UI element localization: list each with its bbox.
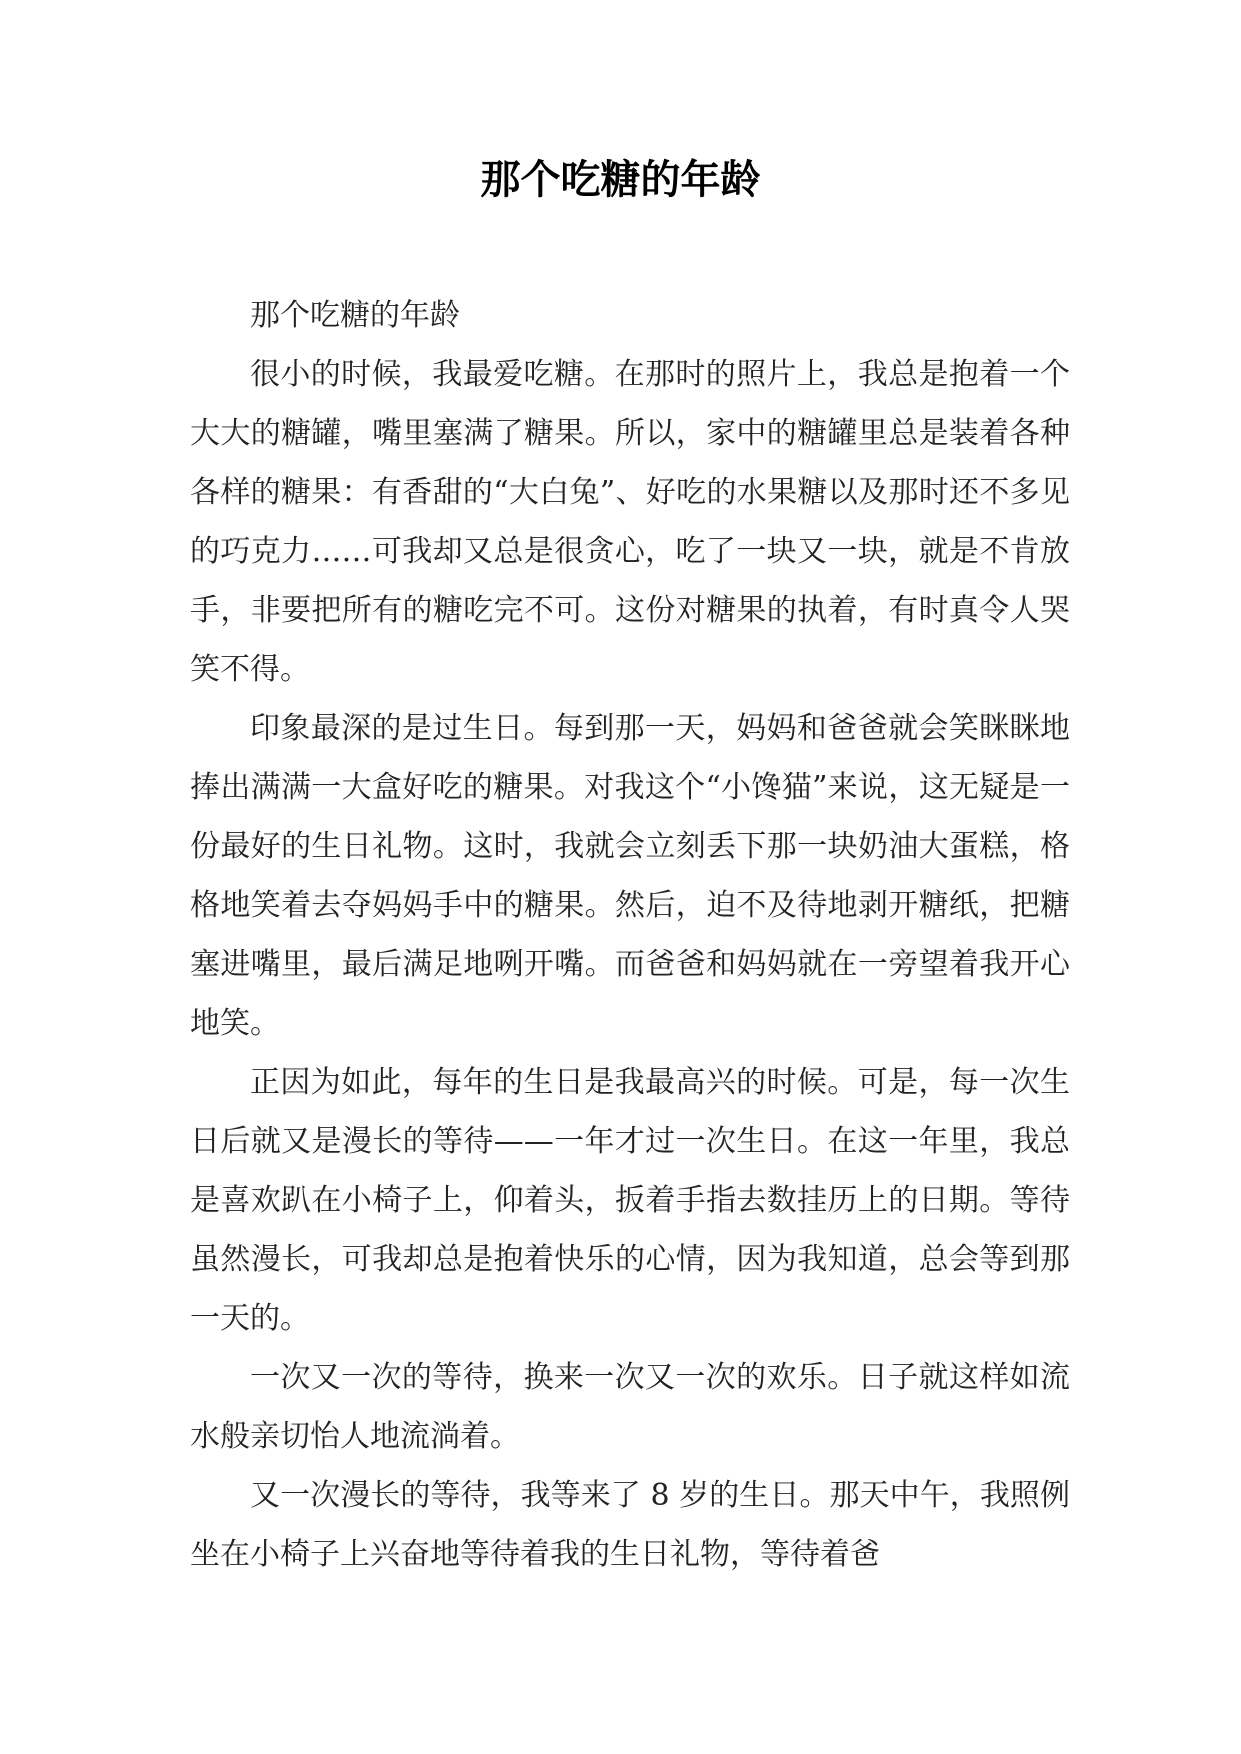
document-title: 那个吃糖的年龄	[480, 157, 761, 203]
paragraph: 又一次漫长的等待，我等来了 8 岁的生日。那天中午，我照例坐在小椅子上兴奋地等待着我的生日礼物，等待着爸	[190, 1478, 1070, 1572]
document-body	[190, 286, 1070, 1584]
paragraph: 很小的时候，我最爱吃糖。在那时的照片上，我总是抱着一个大大的糖罐，嘴里塞满了糖果。所以，家中的糖罐里总是装着各种各样的糖果：有香甜的“大白兔”、好吃的水果糖以及那时还不多见的巧克力……可我却又总是很贪心，吃了一块又一块，就是不肯放手，非要把所有的糖吃完不可。这份对糖果的执着，有时真令人哭笑不得。	[190, 357, 1070, 687]
paragraph: 那个吃糖的年龄	[250, 298, 460, 333]
paragraph: 印象最深的是过生日。每到那一天，妈妈和爸爸就会笑眯眯地捧出满满一大盒好吃的糖果。对我这个“小馋猫”来说，这无疑是一份最好的生日礼物。这时，我就会立刻丢下那一块奶油大蛋糕，格格地笑着去夺妈妈手中的糖果。然后，迫不及待地剥开糖纸，把糖塞进嘴里，最后满足地咧开嘴。而爸爸和妈妈就在一旁望着我开心地笑。	[190, 711, 1070, 1041]
paragraph: 正因为如此，每年的生日是我最高兴的时候。可是，每一次生日后就又是漫长的等待——一年才过一次生日。在这一年里，我总是喜欢趴在小椅子上，仰着头，扳着手指去数挂历上的日期。等待虽然漫长，可我却总是抱着快乐的心情，因为我知道，总会等到那一天的。	[190, 1065, 1070, 1336]
paragraph: 一次又一次的等待，换来一次又一次的欢乐。日子就这样如流水般亲切怡人地流淌着。	[190, 1360, 1070, 1454]
